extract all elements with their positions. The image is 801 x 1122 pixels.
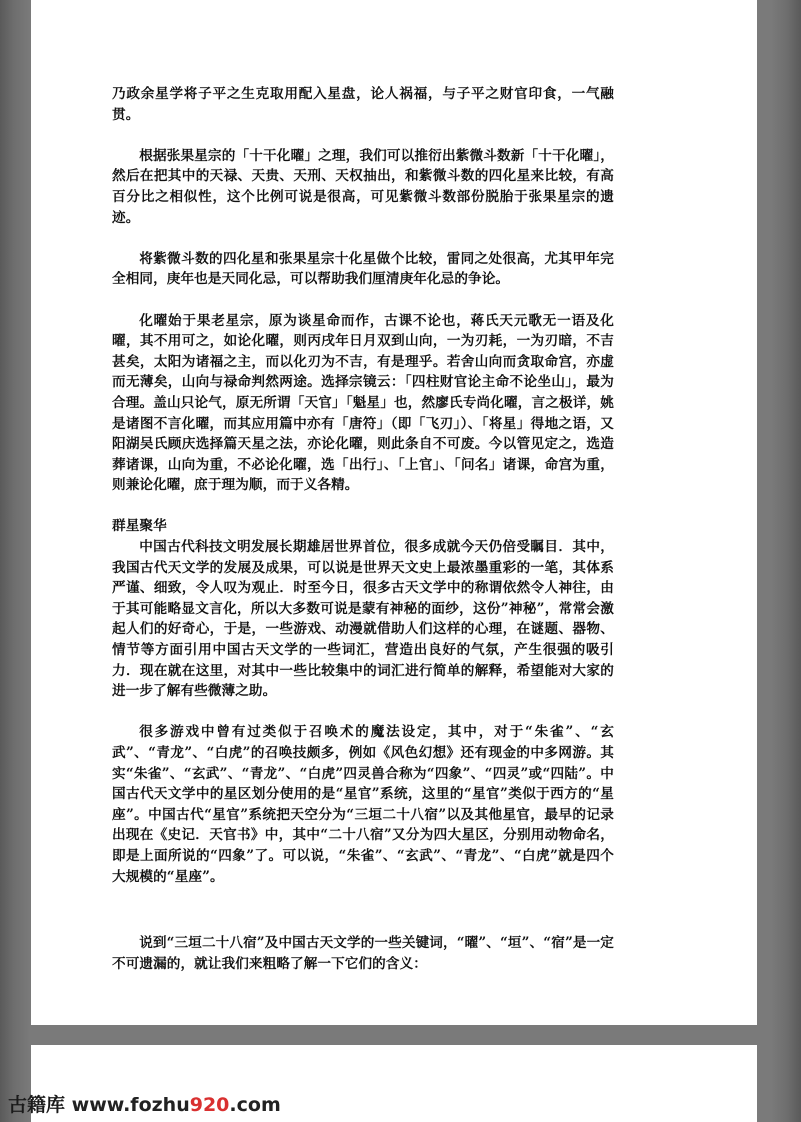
site-watermark [8,1090,281,1117]
watermark-name: 古籍库 [8,1094,66,1116]
paragraph: 中国古代科技文明发展长期雄居世界首位，很多成就今天仍倍受瞩目．其中，我国古代天文学的发展及成果，可以说是世界天文史上最浓墨重彩的一笔，其体系严谨、细致，令人叹为观止．时至今日，很多古天文学中的称谓依然令人神往，由于其可能略显文言化，所以大多数可说是蒙有神秘的面纱，这份”神秘”，常常会激起人们的好奇心，于是，一些游戏、动漫就借助人们这样的心理，在谜题、器物、情节等方面引用中国古天文学的一些词汇，营造出良好的气氛，产生很强的吸引力．现在就在这里，对其中一些比较集中的词汇进行简单的解释，希望能对大家的进一步了解有些微薄之助。 [112,539,614,700]
paragraph: 说到“三垣二十八宿”及中国古天文学的一些关键词，“曜”、“垣”、“宿”是一定不可遗漏的，就让我们来粗略了解一下它们的含义： [112,935,614,972]
paragraph: 化曜始于果老星宗，原为谈星命而作，古课不论也，蒋氏天元歌无一语及化曜，其不用可之，如论化曜，则丙戌年日月双到山向，一为刃耗，一为刃暗，不吉甚矣，太阳为诸福之主，而以化刃为不吉，有是理乎。若舍山向而贪取命宫，亦虚而无薄矣，山向与禄命判然两途。选择宗镜云：「四柱财官论主命不论坐山」，最为合理。盖山只论气，原无所谓「天官」「魁星」也，然廖氏专尚化曜，言之极详，姚是诸图不言化曜，而其应用篇中亦有「唐符」（即「飞刃」）、「将星」得地之语，又阳湖吴氏顾庆选择篇天星之法，亦论化曜，则此条自不可废。今以管见定之，选造葬诸课，山向为重，不必论化曜，选「出行」、「上官」、「问名」诸课，命宫为重，则兼论化曜，庶于理为顺，而于义各精。 [112,312,614,494]
paragraph: 很多游戏中曾有过类似于召唤术的魔法设定，其中，对于“朱雀”、“玄武”、“青龙”、“白虎”的召唤技颇多，例如《风色幻想》还有现金的中多网游。其实“朱雀”、“玄武”、“青龙”、“白虎”四灵兽合称为“四象”、“四灵”或“四陆”。中国古代天文学中的星区划分使用的是“星官”系统，这里的“星官”类似于西方的“星座”。中国古代“星官”系统把天空分为“三垣二十八宿”以及其他星官，最早的记录出现在《史记．天官书》中，其中“二十八宿”又分为四大星区，分别用动物命名，即是上面所说的“四象”了。可以说，“朱雀”、“玄武”、“青龙”、“白虎”就是四个大规模的“星座”。 [112,724,614,885]
document-body [112,84,614,974]
watermark-url-prefix: www.fozhu [71,1094,190,1116]
watermark-url-suffix: .com [229,1094,281,1116]
watermark-url-number: 920 [189,1094,230,1116]
paragraph: 将紫微斗数的四化星和张果星宗十化星做个比较，雷同之处很高，尤其甲年完全相同，庚年也是天同化忌，可以帮助我们厘清庚年化忌的争论。 [112,250,614,288]
section-heading: 群星聚华 [112,518,167,535]
paragraph: 乃政余星学将子平之生克取用配入星盘，论人祸福，与子平之财官印食，一气融贯。 [112,86,614,123]
paragraph: 根据张果星宗的「十干化曜」之理，我们可以推衍出紫微斗数新「十干化曜」，然后在把其中的天禄、天贵、天刑、天权抽出，和紫微斗数的四化星来比较，有高百分比之相似性，这个比例可说是很高，可见紫微斗数部份脱胎于张果星宗的遗迹。 [112,147,614,226]
